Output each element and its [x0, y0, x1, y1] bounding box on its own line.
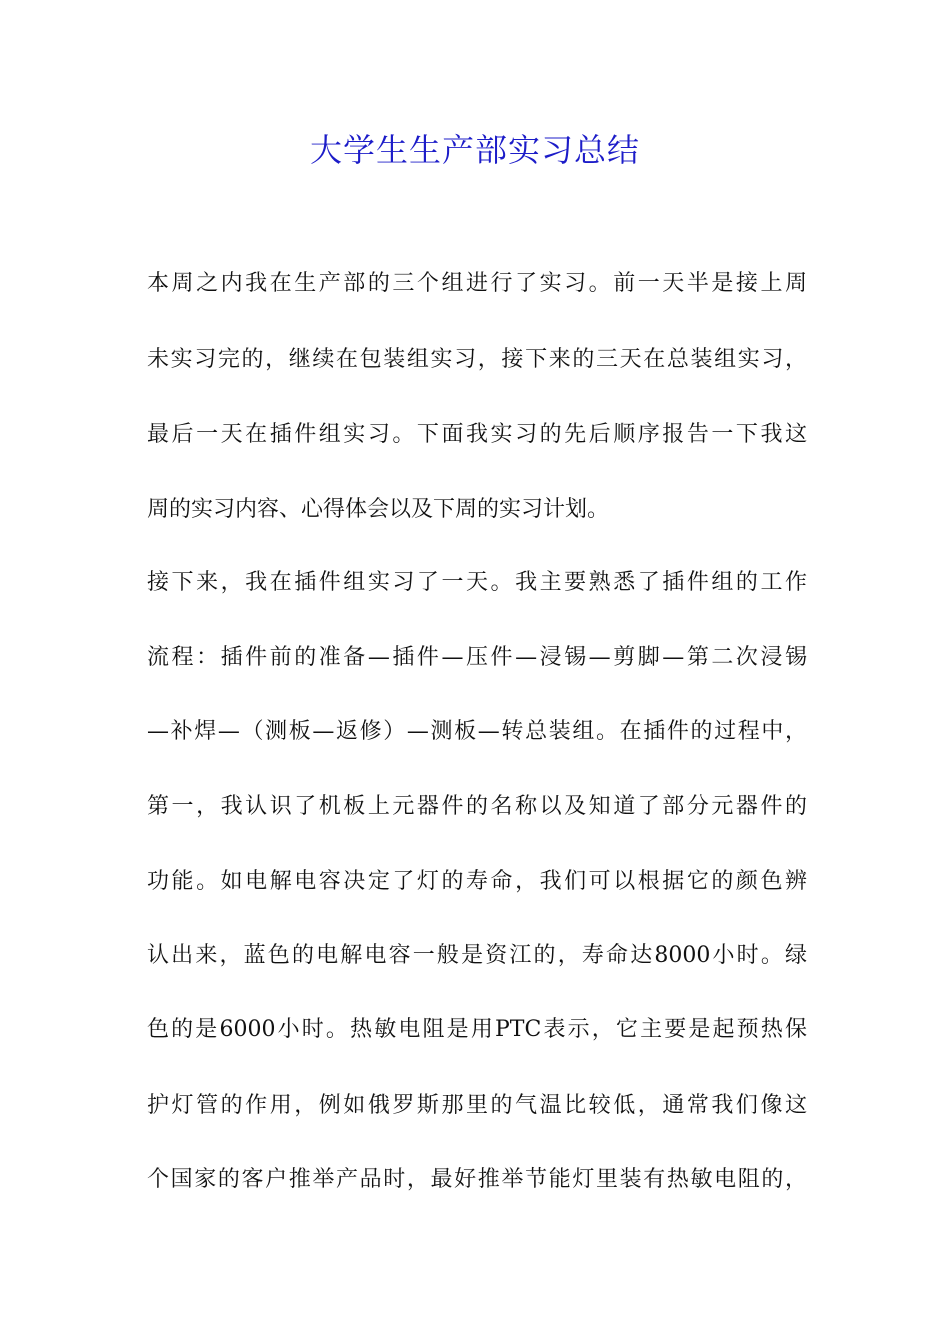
- paragraph-2-line-9: 个国家的客户推举产品时，最好推举节能灯里装有热敏电阻的，: [147, 1167, 807, 1192]
- paragraph-1-line-3: 最后一天在插件组实习。下面我实习的先后顺序报告一下我这: [147, 422, 807, 447]
- paragraph-1-line-1: 本周之内我在生产部的三个组进行了实习。前一天半是接上周: [147, 271, 807, 296]
- paragraph-2-line-2: 流程：插件前的准备—插件—压件—浸锡—剪脚—第二次浸锡: [147, 645, 807, 670]
- paragraph-2-line-1: 接下来，我在插件组实习了一天。我主要熟悉了插件组的工作: [147, 570, 807, 595]
- paragraph-2-line-3: —补焊—（测板—返修）—测板—转总装组。在插件的过程中，: [147, 719, 807, 744]
- paragraph-1-line-4: 周的实习内容、心得体会以及下周的实习计划。: [147, 497, 610, 522]
- paragraph-2-line-4: 第一，我认识了机板上元器件的名称以及知道了部分元器件的: [147, 794, 807, 819]
- paragraph-2-line-7: 色的是6000小时。热敏电阻是用PTC表示，它主要是起预热保: [147, 1017, 807, 1042]
- paragraph-2-line-6: 认出来，蓝色的电解电容一般是资江的，寿命达8000小时。绿: [147, 943, 807, 968]
- paragraph-2-line-5: 功能。如电解电容决定了灯的寿命，我们可以根据它的颜色辨: [147, 869, 807, 894]
- paragraph-1-line-2: 未实习完的，继续在包装组实习，接下来的三天在总装组实习，: [147, 347, 807, 372]
- paragraph-2-line-8: 护灯管的作用，例如俄罗斯那里的气温比较低，通常我们像这: [147, 1093, 807, 1118]
- document-title: 大学生生产部实习总结: [309, 131, 640, 169]
